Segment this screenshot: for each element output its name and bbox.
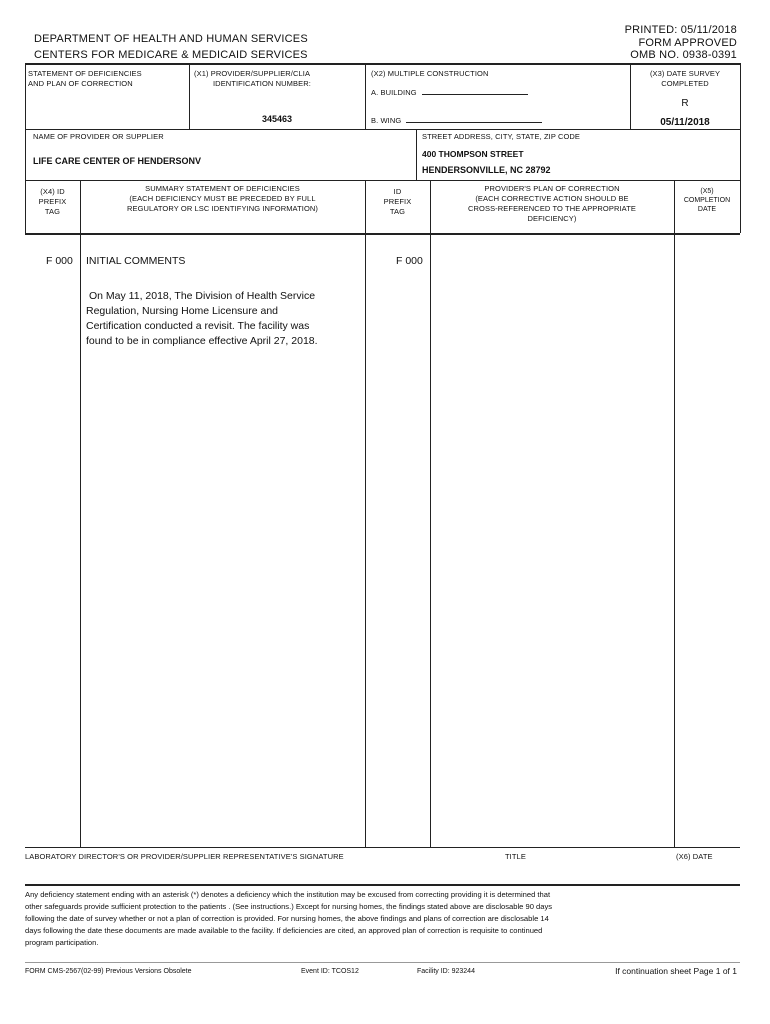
id-line1: ID bbox=[393, 187, 402, 196]
omb-number: OMB NO. 0938-0391 bbox=[630, 49, 737, 61]
signature-date-label: (X6) DATE bbox=[676, 852, 713, 861]
disclaimer-line1: Any deficiency statement ending with an asterisk (*) denotes a deficiency which the institution may be excused from correcting providing it is determined that bbox=[25, 890, 551, 899]
disclaimer bbox=[25, 889, 740, 949]
provider-id-label-line1: (X1) PROVIDER/SUPPLIER/CLIA bbox=[194, 69, 311, 78]
event-id: Event ID: TCOS12 bbox=[301, 968, 359, 975]
divider bbox=[674, 235, 675, 847]
deficiency-title: INITIAL COMMENTS bbox=[86, 255, 186, 267]
deficiency-statement bbox=[86, 289, 361, 349]
plan-line3: CROSS-REFERENCED TO THE APPROPRIATE bbox=[468, 204, 636, 213]
x5-line1: (X5) bbox=[700, 188, 714, 195]
disclaimer-line3: following the date of survey whether or not a plan of correction is provided. For nursing homes, the above findings and plans of correction are disclosable 14 bbox=[25, 914, 549, 923]
id-line3: TAG bbox=[389, 207, 406, 216]
correction-tag: F 000 bbox=[396, 255, 423, 267]
divider bbox=[416, 129, 417, 180]
statement-line2: Regulation, Nursing Home Licensure and bbox=[86, 305, 279, 317]
signature-label: LABORATORY DIRECTOR'S OR PROVIDER/SUPPLIER REPRESENTATIVE'S SIGNATURE bbox=[25, 852, 344, 861]
wing-blank bbox=[406, 114, 542, 123]
form-number: FORM CMS-2567(02-99) Previous Versions Obsolete bbox=[25, 968, 192, 975]
column-header-border bbox=[25, 233, 740, 235]
agency-title: CENTERS FOR MEDICARE & MEDICAID SERVICES bbox=[34, 49, 308, 61]
summary-line2: (EACH DEFICIENCY MUST BE PRECEDED BY FULL bbox=[129, 194, 316, 203]
page-indicator: If continuation sheet Page 1 of 1 bbox=[615, 966, 737, 976]
disclaimer-top-border bbox=[25, 884, 740, 886]
statement-line3: Certification conducted a revisit. The facility was bbox=[86, 320, 310, 332]
date-survey-label-line2: COMPLETED bbox=[661, 79, 709, 88]
department-title: DEPARTMENT OF HEALTH AND HUMAN SERVICES bbox=[34, 33, 308, 45]
statement-label-line2: AND PLAN OF CORRECTION bbox=[28, 79, 133, 88]
multiple-construction-label: (X2) MULTIPLE CONSTRUCTION bbox=[371, 69, 489, 78]
divider bbox=[80, 235, 81, 847]
statement-line1: On May 11, 2018, The Division of Health Service bbox=[89, 290, 316, 302]
form-right-border bbox=[740, 63, 741, 233]
printed-date: PRINTED: 05/11/2018 bbox=[624, 24, 737, 36]
provider-id-label bbox=[194, 69, 359, 89]
plan-of-correction-header bbox=[430, 184, 674, 224]
disclaimer-line2: other safeguards provide sufficient protection to the patients . (See instructions.) Except for nursing homes, the findings stated above are disclosable 90 days bbox=[25, 902, 553, 911]
plan-line1: PROVIDER'S PLAN OF CORRECTION bbox=[484, 184, 620, 193]
x5-line2: COMPLETION bbox=[683, 197, 731, 204]
summary-statement-header bbox=[80, 184, 365, 214]
building-label: A. BUILDING bbox=[371, 88, 417, 97]
statement-label bbox=[28, 69, 142, 89]
city-state-zip: HENDERSONVILLE, NC 28792 bbox=[422, 165, 551, 175]
summary-line1: SUMMARY STATEMENT OF DEFICIENCIES bbox=[145, 184, 300, 193]
plan-line2: (EACH CORRECTIVE ACTION SHOULD BE bbox=[475, 194, 629, 203]
survey-type: R bbox=[681, 98, 689, 109]
body-bottom-border bbox=[25, 847, 740, 848]
plan-line4: DEFICIENCY) bbox=[527, 214, 577, 223]
summary-line3: REGULATORY OR LSC IDENTIFYING INFORMATION) bbox=[126, 204, 319, 213]
divider bbox=[430, 235, 431, 847]
footer-divider bbox=[25, 962, 740, 963]
x4-line3: TAG bbox=[44, 207, 61, 216]
facility-id: Facility ID: 923244 bbox=[417, 968, 475, 975]
provider-name-label: NAME OF PROVIDER OR SUPPLIER bbox=[33, 132, 164, 141]
street-address: 400 THOMPSON STREET bbox=[422, 149, 524, 159]
x4-line2: PREFIX bbox=[38, 197, 67, 206]
disclaimer-line4: days following the date these documents are made available to the facility. If deficiencies are cited, an approved plan of correction is requisite to continued bbox=[25, 926, 543, 935]
x4-id-prefix-tag-header bbox=[25, 187, 80, 217]
id-prefix-tag-header bbox=[365, 187, 430, 217]
divider bbox=[25, 180, 740, 181]
divider bbox=[25, 129, 740, 130]
completion-date-header bbox=[674, 187, 740, 214]
provider-name: LIFE CARE CENTER OF HENDERSONV bbox=[33, 156, 202, 166]
building-field bbox=[371, 86, 528, 98]
divider bbox=[365, 63, 366, 129]
survey-date: 05/11/2018 bbox=[660, 117, 710, 128]
provider-id-label-line2: IDENTIFICATION NUMBER: bbox=[213, 79, 311, 88]
building-blank bbox=[422, 86, 528, 95]
wing-field bbox=[371, 114, 542, 126]
disclaimer-line5: program participation. bbox=[25, 938, 99, 947]
provider-id-value: 345463 bbox=[261, 114, 293, 124]
form-top-border bbox=[25, 63, 740, 65]
date-survey-label-line1: (X3) DATE SURVEY bbox=[649, 69, 721, 78]
statement-label-line1: STATEMENT OF DEFICIENCIES bbox=[28, 69, 142, 78]
statement-line4: found to be in compliance effective April 27, 2018. bbox=[86, 335, 318, 347]
id-line2: PREFIX bbox=[383, 197, 412, 206]
address-label: STREET ADDRESS, CITY, STATE, ZIP CODE bbox=[422, 132, 581, 141]
date-survey-label bbox=[630, 69, 740, 89]
form-approved: FORM APPROVED bbox=[638, 37, 737, 49]
wing-label: B. WING bbox=[371, 116, 402, 125]
divider bbox=[365, 235, 366, 847]
x4-line1: (X4) ID bbox=[40, 187, 65, 196]
deficiency-tag: F 000 bbox=[46, 255, 73, 267]
x5-line3: DATE bbox=[697, 206, 717, 213]
title-label: TITLE bbox=[505, 852, 526, 861]
